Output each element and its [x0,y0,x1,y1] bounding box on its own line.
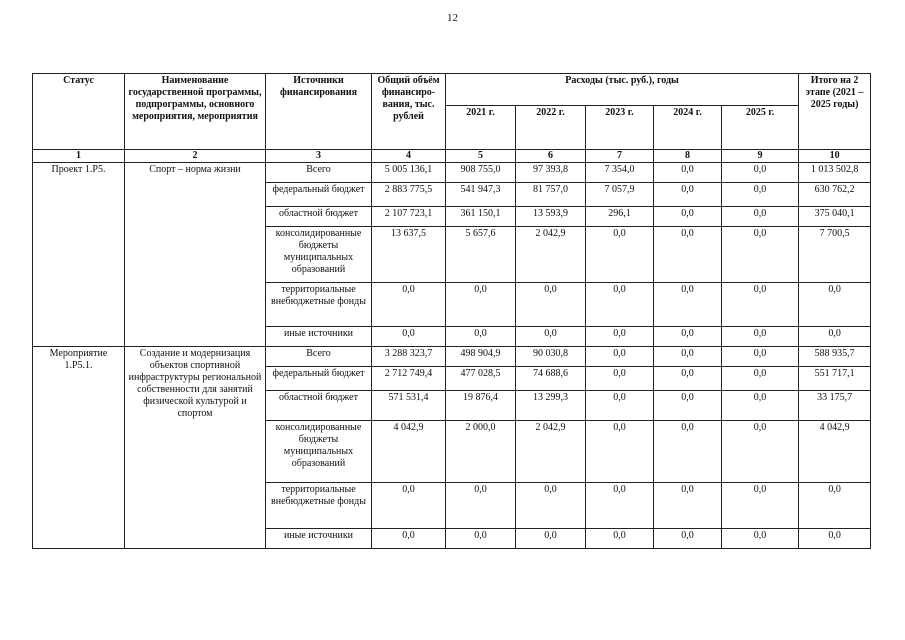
value-cell-y2024: 0,0 [654,421,722,483]
value-cell-y2022: 13 299,3 [516,391,586,421]
header-name: Наименование государственной программы, подпрограммы, основного мероприятия, мероприятия [125,74,266,150]
value-cell-y2021: 0,0 [446,483,516,529]
table-row [33,163,871,183]
value-cell-stage: 4 042,9 [799,421,871,483]
source-cell: иные источники [266,327,372,347]
value-cell-total: 0,0 [372,483,446,529]
column-index-row [33,150,871,163]
value-cell-total: 2 107 723,1 [372,207,446,227]
value-cell-total: 2 883 775,5 [372,183,446,207]
source-cell: областной бюджет [266,391,372,421]
header-year: 2024 г. [654,106,722,150]
value-cell-y2024: 0,0 [654,347,722,367]
status-cell: Мероприятие 1.Р5.1. [33,347,125,549]
header-total: Общий объём финансиро-вания, тыс. рублей [372,74,446,150]
value-cell-stage: 7 700,5 [799,227,871,283]
value-cell-y2025: 0,0 [722,207,799,227]
value-cell-total: 4 042,9 [372,421,446,483]
header-source: Источники финансирования [266,74,372,150]
column-index: 3 [266,150,372,163]
value-cell-y2023: 0,0 [586,347,654,367]
source-cell: иные источники [266,529,372,549]
value-cell-total: 5 005 136,1 [372,163,446,183]
value-cell-stage: 630 762,2 [799,183,871,207]
value-cell-y2023: 7 057,9 [586,183,654,207]
value-cell-stage: 33 175,7 [799,391,871,421]
value-cell-stage: 551 717,1 [799,367,871,391]
value-cell-y2024: 0,0 [654,283,722,327]
value-cell-y2023: 0,0 [586,227,654,283]
value-cell-y2022: 81 757,0 [516,183,586,207]
value-cell-y2023: 0,0 [586,483,654,529]
value-cell-y2024: 0,0 [654,227,722,283]
source-cell: Всего [266,163,372,183]
column-index: 5 [446,150,516,163]
name-cell: Спорт – норма жизни [125,163,266,347]
column-index: 9 [722,150,799,163]
value-cell-total: 13 637,5 [372,227,446,283]
column-index: 7 [586,150,654,163]
value-cell-y2025: 0,0 [722,367,799,391]
value-cell-y2021: 361 150,1 [446,207,516,227]
value-cell-total: 571 531,4 [372,391,446,421]
value-cell-y2024: 0,0 [654,327,722,347]
value-cell-y2021: 0,0 [446,529,516,549]
value-cell-stage: 0,0 [799,283,871,327]
value-cell-y2021: 2 000,0 [446,421,516,483]
value-cell-y2025: 0,0 [722,347,799,367]
value-cell-y2023: 296,1 [586,207,654,227]
value-cell-y2025: 0,0 [722,391,799,421]
value-cell-stage: 0,0 [799,327,871,347]
header-stage-total: Итого на 2 этапе (2021 – 2025 годы) [799,74,871,150]
financing-table [32,73,871,549]
value-cell-y2022: 97 393,8 [516,163,586,183]
status-cell: Проект 1.Р5. [33,163,125,347]
value-cell-y2025: 0,0 [722,183,799,207]
column-index: 2 [125,150,266,163]
source-cell: консолидированные бюджеты муниципальных образований [266,227,372,283]
source-cell: федеральный бюджет [266,367,372,391]
value-cell-stage: 0,0 [799,529,871,549]
column-index: 1 [33,150,125,163]
value-cell-y2025: 0,0 [722,163,799,183]
value-cell-y2021: 477 028,5 [446,367,516,391]
value-cell-stage: 375 040,1 [799,207,871,227]
value-cell-y2024: 0,0 [654,183,722,207]
header-year: 2025 г. [722,106,799,150]
value-cell-y2021: 908 755,0 [446,163,516,183]
value-cell-y2025: 0,0 [722,227,799,283]
value-cell-y2024: 0,0 [654,367,722,391]
value-cell-y2023: 0,0 [586,327,654,347]
value-cell-total: 2 712 749,4 [372,367,446,391]
value-cell-y2022: 74 688,6 [516,367,586,391]
column-index: 4 [372,150,446,163]
source-cell: Всего [266,347,372,367]
value-cell-y2021: 541 947,3 [446,183,516,207]
source-cell: территориальные внебюджетные фонды [266,483,372,529]
value-cell-y2022: 2 042,9 [516,227,586,283]
value-cell-total: 0,0 [372,283,446,327]
header-year: 2021 г. [446,106,516,150]
source-cell: федеральный бюджет [266,183,372,207]
column-index: 10 [799,150,871,163]
page-number: 12 [447,12,458,24]
header-status: Статус [33,74,125,150]
value-cell-y2022: 0,0 [516,483,586,529]
header-expenses: Расходы (тыс. руб.), годы [446,74,799,106]
value-cell-y2024: 0,0 [654,529,722,549]
value-cell-y2025: 0,0 [722,327,799,347]
value-cell-y2022: 0,0 [516,283,586,327]
value-cell-y2024: 0,0 [654,163,722,183]
value-cell-y2021: 19 876,4 [446,391,516,421]
value-cell-y2023: 7 354,0 [586,163,654,183]
value-cell-y2023: 0,0 [586,391,654,421]
value-cell-y2021: 5 657,6 [446,227,516,283]
value-cell-y2025: 0,0 [722,283,799,327]
value-cell-y2025: 0,0 [722,483,799,529]
value-cell-y2023: 0,0 [586,421,654,483]
header-year: 2022 г. [516,106,586,150]
value-cell-stage: 588 935,7 [799,347,871,367]
value-cell-y2023: 0,0 [586,367,654,391]
value-cell-stage: 0,0 [799,483,871,529]
value-cell-y2024: 0,0 [654,483,722,529]
value-cell-total: 0,0 [372,327,446,347]
value-cell-y2024: 0,0 [654,391,722,421]
source-cell: областной бюджет [266,207,372,227]
value-cell-y2022: 90 030,8 [516,347,586,367]
header-year: 2023 г. [586,106,654,150]
value-cell-total: 3 288 323,7 [372,347,446,367]
value-cell-total: 0,0 [372,529,446,549]
name-cell: Создание и модернизация объектов спортивной инфраструктуры региональной собственности для занятий физической культурой и спортом [125,347,266,549]
value-cell-y2022: 0,0 [516,529,586,549]
value-cell-y2023: 0,0 [586,529,654,549]
value-cell-stage: 1 013 502,8 [799,163,871,183]
column-index: 6 [516,150,586,163]
value-cell-y2021: 0,0 [446,283,516,327]
value-cell-y2023: 0,0 [586,283,654,327]
table-row [33,347,871,367]
value-cell-y2021: 498 904,9 [446,347,516,367]
source-cell: территориальные внебюджетные фонды [266,283,372,327]
value-cell-y2025: 0,0 [722,421,799,483]
column-index: 8 [654,150,722,163]
value-cell-y2022: 2 042,9 [516,421,586,483]
value-cell-y2021: 0,0 [446,327,516,347]
source-cell: консолидированные бюджеты муниципальных образований [266,421,372,483]
value-cell-y2022: 13 593,9 [516,207,586,227]
value-cell-y2025: 0,0 [722,529,799,549]
value-cell-y2024: 0,0 [654,207,722,227]
value-cell-y2022: 0,0 [516,327,586,347]
